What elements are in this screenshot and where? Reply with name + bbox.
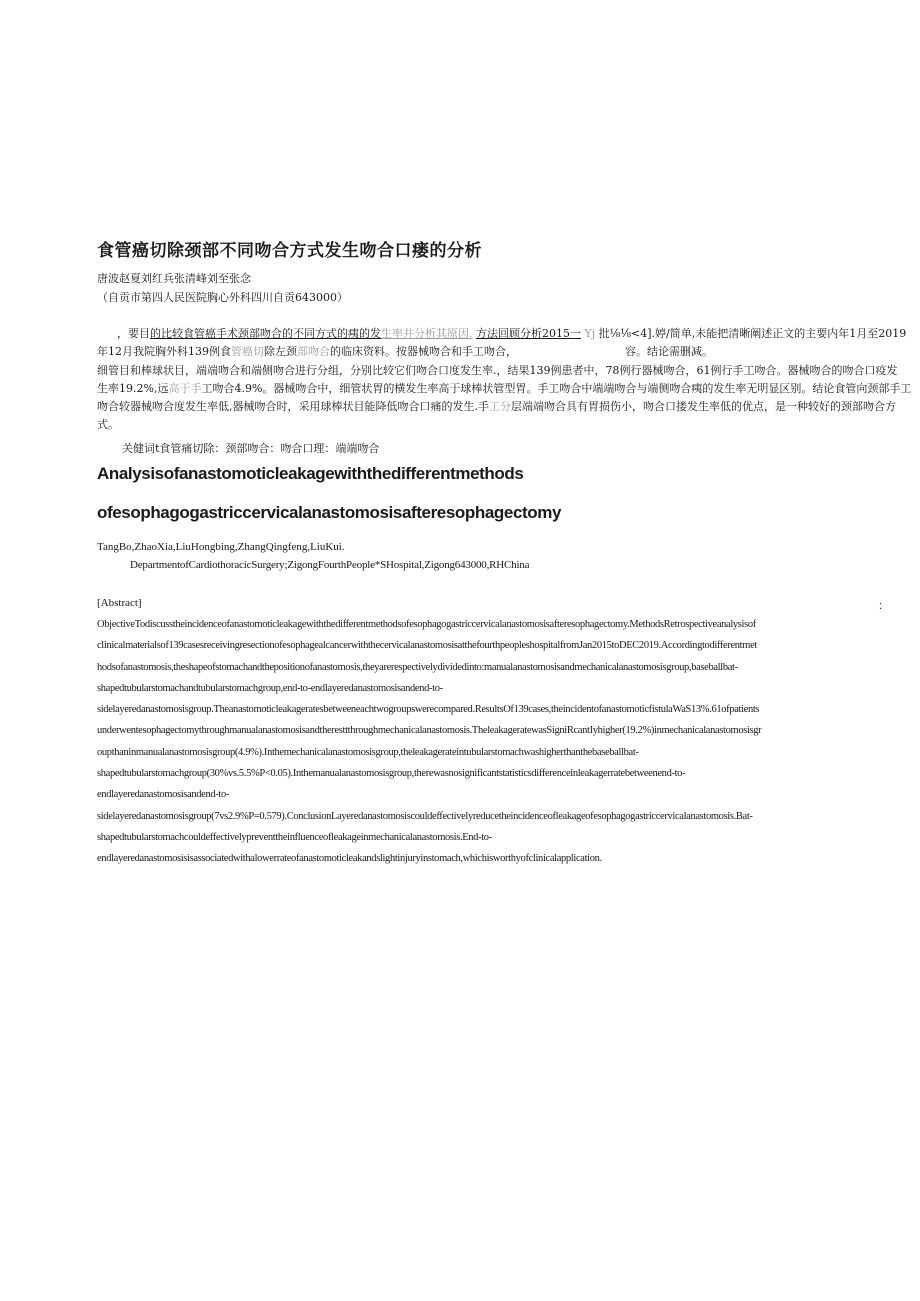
- chinese-abstract-line: ，要目的比较食管癌手术颈部吻合的不同方式的痍的发生率并分析其原因. 方法回顾分析2015一 Yj 批⅛⅛<4].婷/简单,未能把清晰阐述正文的主要内年1月至2019: [117, 327, 907, 340]
- english-abstract-line: oupthaninmanualanastomosisgroup(4.9%).Inthemechanicalanastomosisgroup,theleakagerateintubularstomachwashigherthanthebaseballbat-: [97, 746, 639, 758]
- english-abstract-line: sidelayeredanastomosisgroup(7vs2.9%P=0.579).ConclusionLayeredanastomosiscouldeffectivelyreducetheincidenceofleakageofesophagogastriccervicalanastomosis.Bat-: [97, 810, 753, 822]
- chinese-abstract-line: 吻合较器械吻合度发生率低,器械吻合时，采用球棒状目能降低吻合口痛的发生.手工分层端端吻合具有胃损伤小，吻合口搂发生率低的优点，是一种较好的颈部吻合方: [97, 400, 896, 414]
- chinese-keywords: 关健词t食管痛切除：颈部吻合：吻合口理：端端吻合: [122, 442, 380, 455]
- chinese-affiliation: （自贡市第四人民医院胸心外科四川自贡643000）: [97, 291, 348, 304]
- english-abstract: [97, 614, 897, 870]
- english-title-line-2: ofesophagogastriccervicalanastomosisafteresophagectomy: [97, 503, 562, 522]
- chinese-authors: 唐波赵夏刘红兵张清峰刘至张念: [97, 272, 251, 285]
- chinese-abstract-line: 生率19.2%,远高于手工吻合4.9%。器械吻合中，细管状胃的横发生率高于球棒状管型胃。手工吻合中端端吻合与端侧吻合痍的发生率无明显区别。结论食管向颈部手工: [97, 381, 912, 395]
- english-affiliation: DepartmentofCardiothoracicSurgery;ZigongFourthPeople*SHospital,Zigong643000,RHChina: [130, 559, 530, 571]
- chinese-abstract: [97, 325, 912, 435]
- chinese-abstract-line: 式。: [97, 418, 119, 432]
- chinese-title: 食管癌切除颈部不同吻合方式发生吻合口瘘的分析: [97, 241, 482, 261]
- chinese-abstract-line: 年12月我院胸外科139例食管癌切除左颈部吻合的临床资料。按器械吻合和手工吻合， 容。结论需删减。: [97, 345, 713, 359]
- english-authors: TangBo,ZhaoXia,LiuHongbing,ZhangQingfeng,LiuKui.: [97, 541, 345, 553]
- abstract-label: [Abstract]: [97, 597, 142, 609]
- english-abstract-line: endlayeredanastomosisandend-to-: [97, 789, 230, 801]
- english-abstract-line: shapedtubularstomachcouldeffectivelypreventtheinfluenceofleakageinmechanicalanastomosis.End-to-: [97, 831, 492, 843]
- english-abstract-line: endlayeredanastomosisisassociatedwithalowerrateofanastomoticleakandslightinjuryinstomach,whichisworthyofclinicalapplication.: [97, 853, 602, 865]
- english-abstract-line: shapedtubularstomachandtubularstomachgroup,end-to-endlayeredanastomosisandend-to-: [97, 682, 443, 694]
- english-abstract-line: sidelayeredanastomosisgroup.Theanastomoticleakageratesbetweeneachtwogroupswerecompared.ResultsOf139cases,theincidentofanastomoticfistulaWaS13%.61ofpatients: [97, 704, 760, 716]
- english-abstract-line: hodsofanastomosis,theshapeofstomachandthepositionofanastomosis,theyarerespectivelydividedinto:manualanastomosisandmechanicalanastomosisgroup,baseballbat-: [97, 661, 738, 673]
- english-title-line-1: Analysisofanastomoticleakagewiththedifferentmethods: [97, 464, 524, 483]
- english-abstract-line: ObjectiveTodiscusstheincidenceofanastomoticleakagewiththedifferentmethodsofesophagogastriccervicalanastomosisafteresophagectomy.MethodsRetrospectiveanalysisof: [97, 619, 756, 630]
- chinese-abstract-line: 细管目和棒球状目，端端吻合和端侧吻合进行分组，分别比较它们吻合口度发生率.，结果139例患者中，78例行器械吻合，61例行手工吻合。器械吻合的吻合口疫发: [97, 363, 898, 377]
- abstract-colon: ：: [878, 600, 889, 612]
- english-abstract-line: clinicalmaterialsof139casesreceivingresectionofesophagealcancerwiththecervicalanastomosisatthefourthpeopleshospitalfromJan2015toDEC2019.Accordingtodifferentmet: [97, 640, 757, 652]
- english-abstract-line: shapedtubularstomachgroup(30%vs.5.5%P<0.05).Inthemanualanastomosisgroup,therewasnosignificantstatisticsdifferenceinleakagerratebetweenend-to-: [97, 768, 686, 780]
- english-abstract-line: underwentesophagectomythroughmanualanastomosisandtheresttthroughmechanicalanastomosis.TheleakageratewasSigniRcantIyhigher(19.2%)inmechanicalanastomosisgr: [97, 725, 762, 737]
